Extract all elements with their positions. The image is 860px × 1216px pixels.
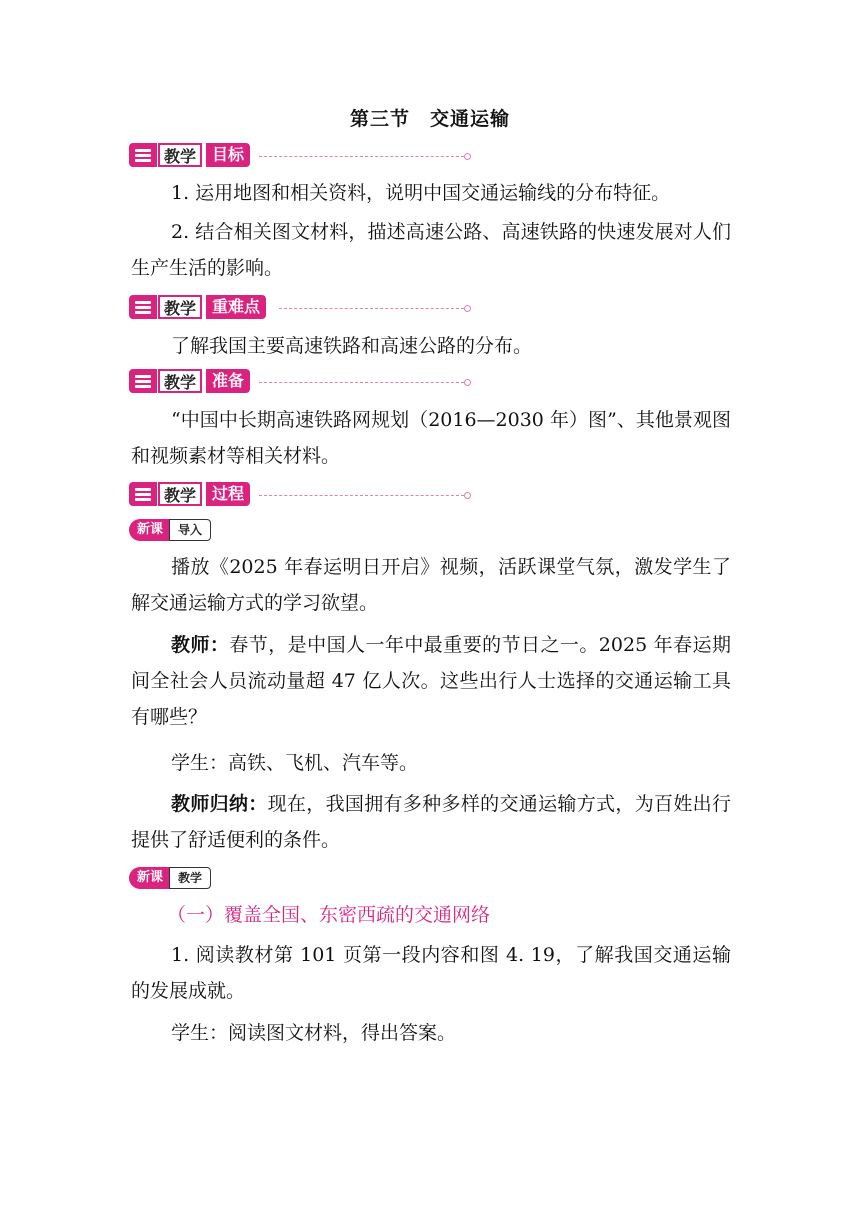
section-label-goals: 目标 xyxy=(206,143,250,167)
prep-text: “中国中长期高速铁路网规划（2016—2030 年）图”、其他景观图和视频素材等相关材料。 xyxy=(131,409,731,467)
key-text: 了解我国主要高速铁路和高速公路的分布。 xyxy=(171,335,533,357)
section-header-prep xyxy=(129,369,479,395)
tag-label-teaching: 教学 xyxy=(169,867,211,889)
section-label-prep: 准备 xyxy=(206,369,250,393)
dashed-divider xyxy=(259,156,464,157)
speaker-label-teacher: 教师： xyxy=(171,634,230,656)
section-header-goals xyxy=(129,143,479,169)
intro-paragraph-3: 学生：高铁、飞机、汽车等。 xyxy=(171,752,419,774)
dashed-divider xyxy=(259,495,464,496)
dashed-divider xyxy=(279,308,464,309)
divider-end-dot xyxy=(464,379,471,386)
speaker-label-teacher-summary: 教师归纳： xyxy=(171,793,268,815)
book-stack-icon xyxy=(129,369,157,393)
section-label-teaching: 教学 xyxy=(158,369,202,393)
intro-paragraph-4 xyxy=(131,786,731,858)
tag-label-new-lesson: 新课 xyxy=(129,519,171,541)
teacher-text: 春节，是中国人一年中最重要的节日之一。2025 年春运期间全社会人员流动量超 47 亿人次。这些出行人士选择的交通运输工具有哪些？ xyxy=(131,634,731,728)
intro-paragraph-1: 播放《2025 年春运明日开启》视频，活跃课堂气氛，激发学生了解交通运输方式的学习欲望。 xyxy=(131,556,731,614)
page-title: 第三节 交通运输 xyxy=(349,108,510,130)
tag-label-new-lesson: 新课 xyxy=(129,867,171,889)
book-stack-icon xyxy=(129,143,157,167)
section-header-process xyxy=(129,482,479,508)
section-label-key: 重难点 xyxy=(206,295,266,319)
goal-item-1: 1. 运用地图和相关资料，说明中国交通运输线的分布特征。 xyxy=(171,182,671,204)
teacher-summary-text: 现在，我国拥有多种多样的交通运输方式，为百姓出行提供了舒适便利的条件。 xyxy=(131,793,731,851)
book-stack-icon xyxy=(129,295,157,319)
section-label-teaching: 教学 xyxy=(158,295,202,319)
section-label-teaching: 教学 xyxy=(158,482,202,506)
teach-paragraph-2: 学生：阅读图文材料，得出答案。 xyxy=(171,1022,457,1044)
goal-item-2: 2. 结合相关图文材料，描述高速公路、高速铁路的快速发展对人们生产生活的影响。 xyxy=(131,221,731,279)
tag-new-lesson-intro xyxy=(129,519,211,543)
teach-paragraph-1: 1. 阅读教材第 101 页第一段内容和图 4. 19，了解我国交通运输的发展成就。 xyxy=(131,944,731,1002)
section-label-process: 过程 xyxy=(206,482,250,506)
tag-label-intro: 导入 xyxy=(169,519,211,541)
section-header-key xyxy=(129,295,479,321)
divider-end-dot xyxy=(464,153,471,160)
section-label-teaching: 教学 xyxy=(158,143,202,167)
divider-end-dot xyxy=(464,305,471,312)
subsection-heading: （一）覆盖全国、东密西疏的交通网络 xyxy=(167,904,491,926)
tag-new-lesson-teaching xyxy=(129,867,211,891)
dashed-divider xyxy=(259,382,464,383)
divider-end-dot xyxy=(464,492,471,499)
intro-paragraph-2 xyxy=(131,627,731,735)
book-stack-icon xyxy=(129,482,157,506)
